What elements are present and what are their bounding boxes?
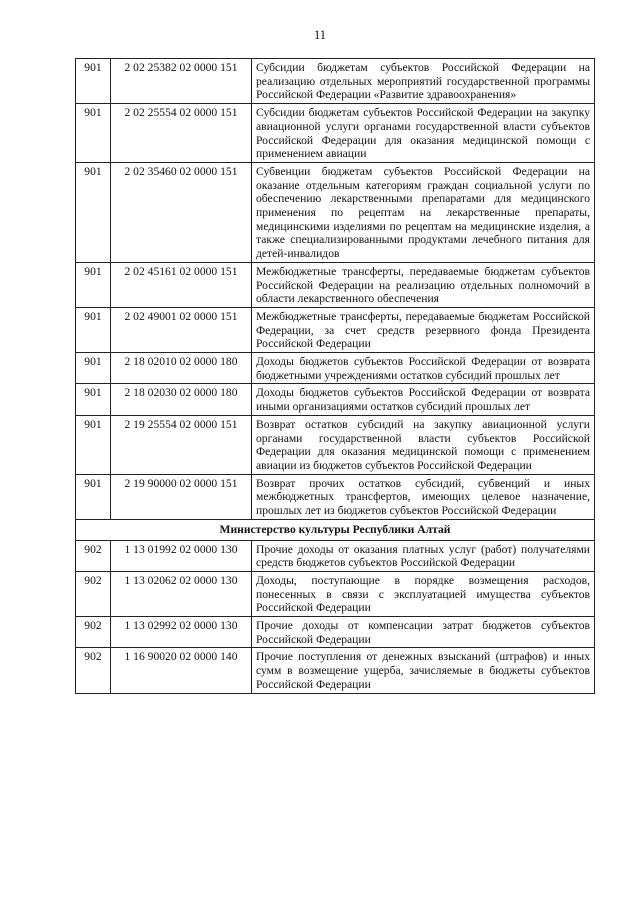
admin-code-cell: 902 — [76, 648, 111, 693]
revenue-name-cell: Прочие доходы от оказания платных услуг (работ) получателями средств бюджетов субъектов Российской Федерации — [252, 540, 595, 571]
admin-code-cell: 901 — [76, 384, 111, 415]
revenue-name-cell: Межбюджетные трансферты, передаваемые бюджетам Российской Федерации, за счет средств резервного фонда Президента Российской Федерации — [252, 307, 595, 352]
table-row — [76, 384, 595, 415]
admin-code-cell: 901 — [76, 415, 111, 474]
revenue-code-cell: 1 13 01992 02 0000 130 — [111, 540, 252, 571]
admin-code-cell: 902 — [76, 571, 111, 616]
admin-code-cell: 901 — [76, 104, 111, 163]
table-row — [76, 262, 595, 307]
revenue-code-cell: 2 02 25554 02 0000 151 — [111, 104, 252, 163]
revenue-name-cell: Доходы бюджетов субъектов Российской Федерации от возврата бюджетными учреждениями остатков субсидий прошлых лет — [252, 353, 595, 384]
revenue-code-cell: 2 19 25554 02 0000 151 — [111, 415, 252, 474]
table-row — [76, 648, 595, 693]
section-title: Министерство культуры Республики Алтай — [76, 519, 595, 540]
revenue-name-cell: Субсидии бюджетам субъектов Российской Федерации на закупку авиационной услуги органами государственной власти субъектов Российской Федерации для оказания медицинской помощи с применением авиации — [252, 104, 595, 163]
admin-code-cell: 901 — [76, 307, 111, 352]
revenue-codes-table — [75, 58, 595, 694]
section-header-row — [76, 519, 595, 540]
revenue-name-cell: Возврат остатков субсидий на закупку авиационной услуги органами государственной власти субъектов Российской Федерации для оказания медицинской помощи с применением авиации из бюджетов субъектов Российской Федерации — [252, 415, 595, 474]
revenue-code-cell: 2 02 25382 02 0000 151 — [111, 59, 252, 104]
revenue-name-cell: Прочие поступления от денежных взысканий (штрафов) и иных сумм в возмещение ущерба, зачисляемые в бюджеты субъектов Российской Федерации — [252, 648, 595, 693]
admin-code-cell: 901 — [76, 59, 111, 104]
revenue-name-cell: Субсидии бюджетам субъектов Российской Федерации на реализацию отдельных мероприятий государственной программы Российской Федерации «Развитие здравоохранения» — [252, 59, 595, 104]
table-row — [76, 59, 595, 104]
revenue-code-cell: 2 18 02010 02 0000 180 — [111, 353, 252, 384]
table-row — [76, 571, 595, 616]
revenue-code-cell: 1 16 90020 02 0000 140 — [111, 648, 252, 693]
table-row — [76, 474, 595, 519]
revenue-code-cell: 2 02 35460 02 0000 151 — [111, 162, 252, 262]
admin-code-cell: 901 — [76, 474, 111, 519]
admin-code-cell: 902 — [76, 540, 111, 571]
table-row — [76, 104, 595, 163]
table-row — [76, 540, 595, 571]
table-row — [76, 162, 595, 262]
page-number: 11 — [313, 28, 327, 42]
revenue-code-cell: 2 19 90000 02 0000 151 — [111, 474, 252, 519]
revenue-name-cell: Субвенции бюджетам субъектов Российской Федерации на оказание отдельным категориям граждан социальной услуги по обеспечению лекарственными препаратами для медицинского применения по рецептам на лекарственные препараты, медицинскими изделиями по рецептам на медицинские изделия, а также специализированными продуктами лечебного питания для детей-инвалидов — [252, 162, 595, 262]
revenue-name-cell: Возврат прочих остатков субсидий, субвенций и иных межбюджетных трансфертов, имеющих целевое назначение, прошлых лет из бюджетов субъектов Российской Федерации — [252, 474, 595, 519]
revenue-code-cell: 2 02 49001 02 0000 151 — [111, 307, 252, 352]
table-row — [76, 307, 595, 352]
table-row — [76, 617, 595, 648]
revenue-name-cell: Доходы бюджетов субъектов Российской Федерации от возврата иными организациями остатков субсидий прошлых лет — [252, 384, 595, 415]
admin-code-cell: 901 — [76, 353, 111, 384]
admin-code-cell: 902 — [76, 617, 111, 648]
revenue-name-cell: Прочие доходы от компенсации затрат бюджетов субъектов Российской Федерации — [252, 617, 595, 648]
revenue-name-cell: Доходы, поступающие в порядке возмещения расходов, понесенных в связи с эксплуатацией имущества субъектов Российской Федерации — [252, 571, 595, 616]
revenue-name-cell: Межбюджетные трансферты, передаваемые бюджетам субъектов Российской Федерации на реализацию отдельных полномочий в области лекарственного обеспечения — [252, 262, 595, 307]
admin-code-cell: 901 — [76, 262, 111, 307]
table-row — [76, 353, 595, 384]
table-row — [76, 415, 595, 474]
revenue-code-cell: 2 02 45161 02 0000 151 — [111, 262, 252, 307]
revenue-code-cell: 2 18 02030 02 0000 180 — [111, 384, 252, 415]
admin-code-cell: 901 — [76, 162, 111, 262]
revenue-code-cell: 1 13 02992 02 0000 130 — [111, 617, 252, 648]
revenue-code-cell: 1 13 02062 02 0000 130 — [111, 571, 252, 616]
